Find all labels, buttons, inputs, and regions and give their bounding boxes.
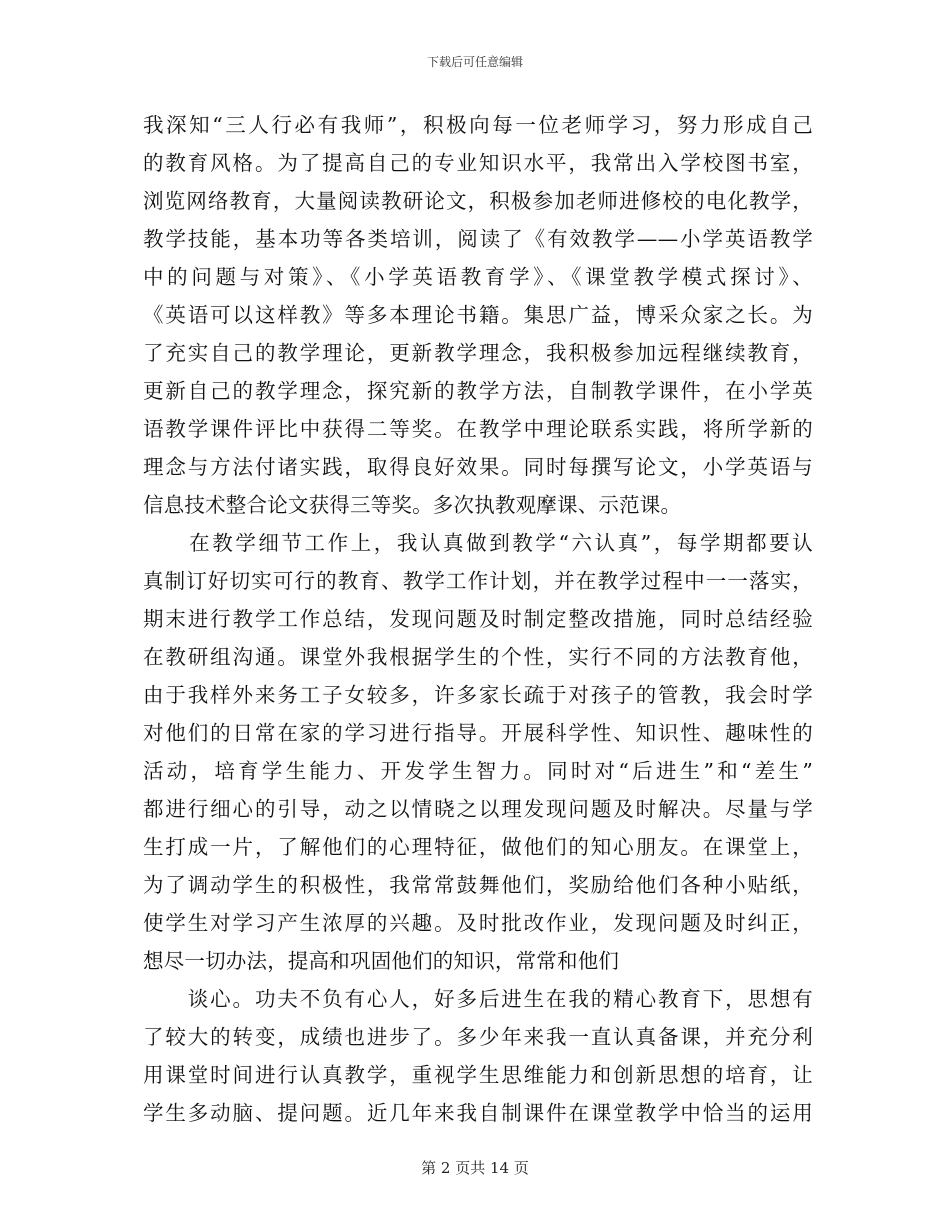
text-line: 都进行细心的引导，动之以情晓之以理发现问题及时解决。尽量与学 xyxy=(143,797,813,821)
paragraph xyxy=(143,980,813,1132)
text-line: 用课堂时间进行认真教学，重视学生思维能力和创新思想的培育，让 xyxy=(143,1063,813,1087)
text-line: 期末进行教学工作总结，发现问题及时制定整改措施，同时总结经验 xyxy=(143,607,813,631)
text-line: 活动，培育学生能力、开发学生智力。同时对“后进生”和“差生” xyxy=(143,759,813,783)
paragraph xyxy=(143,106,813,524)
page-footer: 第 2 页共 14 页 xyxy=(421,1159,529,1177)
text-line: 在教学细节工作上，我认真做到教学“六认真”，每学期都要认 xyxy=(143,531,813,555)
text-line: 学生多动脑、提问题。近几年来我自制课件在课堂教学中恰当的运用 xyxy=(143,1101,813,1125)
text-line: 《英语可以这样教》等多本理论书籍。集思广益，博采众家之长。为 xyxy=(143,303,813,327)
text-line: 谈心。功夫不负有心人，好多后进生在我的精心教育下，思想有 xyxy=(143,987,813,1011)
document-body xyxy=(143,106,813,1132)
page-header: 下载后可任意编辑 xyxy=(426,55,523,69)
text-line: 真制订好切实可行的教育、教学工作计划，并在教学过程中一一落实， xyxy=(143,569,813,593)
text-line: 的教育风格。为了提高自己的专业知识水平，我常出入学校图书室， xyxy=(143,151,813,175)
text-line: 信息技术整合论文获得三等奖。多次执教观摩课、示范课。 xyxy=(143,493,682,517)
text-line: 想尽一切办法，提高和巩固他们的知识，常常和他们 xyxy=(143,949,620,973)
text-line: 教学技能，基本功等各类培训，阅读了《有效教学——小学英语教学 xyxy=(143,227,813,251)
text-line: 在教研组沟通。课堂外我根据学生的个性，实行不同的方法教育他， xyxy=(143,645,813,669)
text-line: 使学生对学习产生浓厚的兴趣。及时批改作业，发现问题及时纠正， xyxy=(143,911,813,935)
text-line: 了较大的转变，成绩也进步了。多少年来我一直认真备课，并充分利 xyxy=(143,1025,813,1049)
paragraph xyxy=(143,524,813,980)
text-line: 中的问题与对策》、《小学英语教育学》、《课堂教学模式探讨》、 xyxy=(143,265,813,289)
text-line: 更新自己的教学理念，探究新的教学方法，自制教学课件，在小学英 xyxy=(143,379,813,403)
text-line: 语教学课件评比中获得二等奖。在教学中理论联系实践，将所学新的 xyxy=(143,417,813,441)
text-line: 生打成一片，了解他们的心理特征，做他们的知心朋友。在课堂上， xyxy=(143,835,813,859)
text-line: 理念与方法付诸实践，取得良好效果。同时每撰写论文，小学英语与 xyxy=(143,455,813,479)
text-line: 对他们的日常在家的学习进行指导。开展科学性、知识性、趣味性的 xyxy=(143,721,813,745)
text-line: 我深知“三人行必有我师”，积极向每一位老师学习，努力形成自己 xyxy=(143,113,813,137)
text-line: 为了调动学生的积极性，我常常鼓舞他们，奖励给他们各种小贴纸， xyxy=(143,873,813,897)
text-line: 由于我样外来务工子女较多，许多家长疏于对孩子的管教，我会时学 xyxy=(143,683,813,707)
text-line: 浏览网络教育，大量阅读教研论文，积极参加老师进修校的电化教学， xyxy=(143,189,813,213)
text-line: 了充实自己的教学理论，更新教学理念，我积极参加远程继续教育， xyxy=(143,341,813,365)
